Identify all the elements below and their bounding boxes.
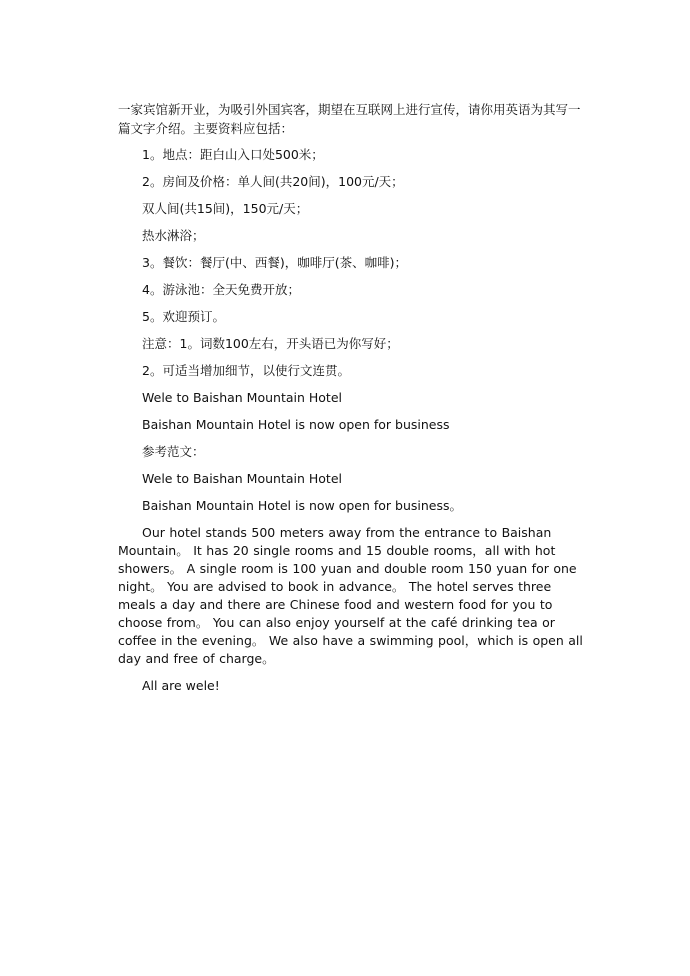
- note-details: 2。可适当增加细节，以使行文连贯。: [142, 363, 350, 378]
- note-word-count: 注意：1。词数100左右，开头语已为你写好；: [142, 336, 399, 351]
- sample-essay-closing: All are wele!: [142, 678, 220, 693]
- document-page: [118, 100, 588, 695]
- requirement-location: 1。地点：距白山入口处500米；: [142, 147, 324, 162]
- requirement-dining: 3。餐饮：餐厅(中、西餐)，咖啡厅(茶、咖啡)；: [142, 255, 407, 270]
- essay-heading: Wele to Baishan Mountain Hotel: [142, 390, 342, 405]
- sample-label: 参考范文：: [142, 444, 205, 459]
- requirement-single-room: 2。房间及价格：单人间(共20间)，100元/天；: [142, 174, 404, 189]
- sample-opening: Baishan Mountain Hotel is now open for business。: [142, 498, 463, 513]
- requirement-booking: 5。欢迎预订。: [142, 309, 225, 324]
- task-intro: 一家宾馆新开业，为吸引外国宾客，期望在互联网上进行宣传，请你用英语为其写一篇文字介绍。主要资料应包括：: [118, 102, 581, 136]
- requirement-hot-shower: 热水淋浴；: [142, 228, 205, 243]
- sample-heading: Wele to Baishan Mountain Hotel: [142, 471, 342, 486]
- essay-opening: Baishan Mountain Hotel is now open for business: [142, 417, 450, 432]
- requirement-double-room: 双人间(共15间)，150元/天；: [142, 201, 309, 216]
- sample-essay-body: Our hotel stands 500 meters away from the entrance to Baishan Mountain。 It has 20 single rooms and 15 double rooms，all with hot showers。 A single room is 100 yuan and double room 150 yuan for one night。 You are advised to book in advance。 The hotel serves three meals a day and there are Chinese food and western food for you to choose from。 You can also enjoy yourself at the café drinking tea or coffee in the evening。 We also have a swimming pool，which is open all day and free of charge。: [118, 525, 583, 666]
- requirement-pool: 4。游泳池：全天免费开放；: [142, 282, 300, 297]
